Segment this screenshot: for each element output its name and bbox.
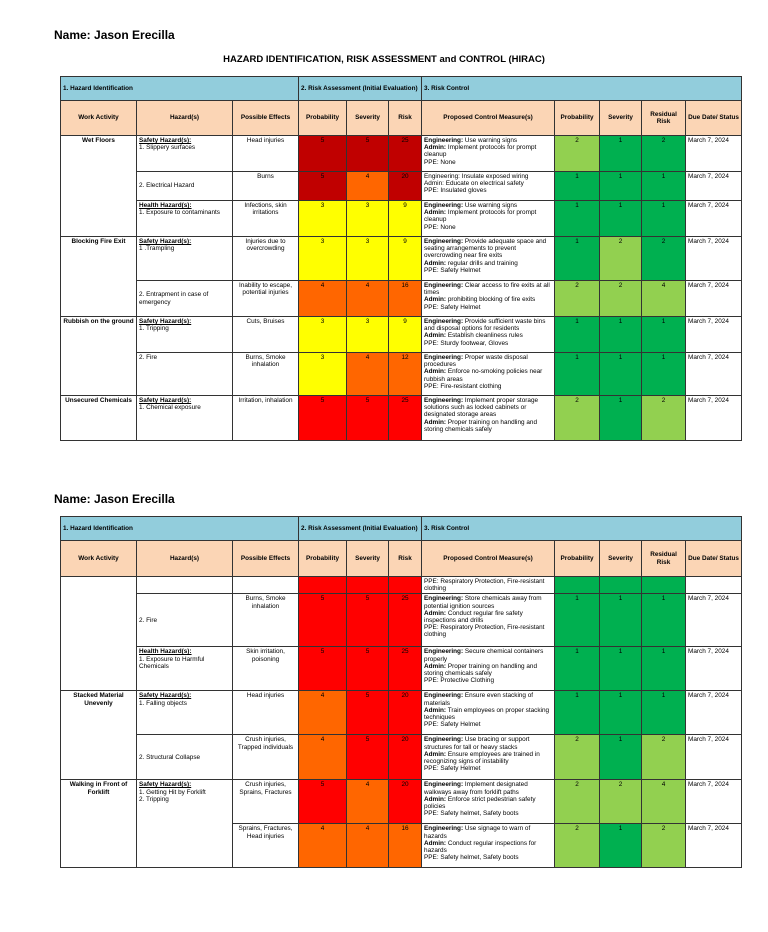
header-residual-risk: Residual Risk bbox=[642, 101, 686, 136]
hazard-cell bbox=[137, 396, 233, 441]
severity-cell: 4 bbox=[347, 172, 389, 201]
engineering-text: Implement designated walkways away from forklift paths bbox=[424, 781, 528, 796]
header-residual-severity: Severity bbox=[600, 541, 642, 577]
probability-cell: 5 bbox=[299, 136, 347, 172]
hazard-category-label: Health Hazard(s): bbox=[139, 648, 192, 656]
section-risk-assessment: 2. Risk Assessment (Initial Evaluation) bbox=[299, 77, 422, 101]
ppe-text: PPE: None bbox=[424, 223, 456, 231]
column-header-row bbox=[61, 541, 742, 577]
probability-cell: 3 bbox=[299, 317, 347, 353]
risk-cell: 25 bbox=[389, 396, 422, 441]
severity-cell: 5 bbox=[347, 594, 389, 647]
residual-probability-cell: 2 bbox=[555, 136, 600, 172]
hazard-item: 2. Electrical Hazard bbox=[139, 182, 195, 190]
admin-text: Conduct regular fire safety inspections and drills bbox=[424, 609, 523, 624]
residual-severity-cell: 1 bbox=[600, 396, 642, 441]
due-date-cell: March 7, 2024 bbox=[686, 594, 742, 647]
engineering-label: Engineering: bbox=[424, 202, 464, 209]
risk-cell: 20 bbox=[389, 172, 422, 201]
header-proposed-control: Proposed Control Measure(s) bbox=[422, 541, 555, 577]
risk-cell: 20 bbox=[389, 735, 422, 780]
control-measure-cell bbox=[422, 172, 555, 201]
control-measure-cell bbox=[422, 201, 555, 237]
due-date-cell: March 7, 2024 bbox=[686, 824, 742, 868]
table-row bbox=[61, 780, 742, 824]
due-date-cell: March 7, 2024 bbox=[686, 691, 742, 735]
header-residual-probability: Probability bbox=[555, 101, 600, 136]
possible-effects-cell: Crush injuries, Trapped individuals bbox=[233, 735, 299, 780]
engineering-label: Engineering: bbox=[424, 825, 464, 833]
probability-cell: 5 bbox=[299, 594, 347, 647]
residual-probability-cell: 1 bbox=[555, 691, 600, 735]
hazard-item: 2. Entrapment in case of emergency bbox=[139, 291, 209, 306]
residual-severity-cell: 1 bbox=[600, 594, 642, 647]
section-hazard-identification: 1. Hazard Identification bbox=[61, 77, 299, 101]
hazard-item: 2. Structural Collapse bbox=[139, 753, 201, 761]
control-measure-cell: PPE: Respiratory Protection, Fire-resistant clothing bbox=[422, 577, 555, 594]
column-header-row bbox=[61, 101, 742, 136]
probability-cell: 5 bbox=[299, 647, 347, 691]
admin-text: Proper training on handling and storing chemicals safely bbox=[424, 418, 538, 433]
residual-risk-cell bbox=[642, 577, 686, 594]
due-date-cell: March 7, 2024 bbox=[686, 201, 742, 237]
control-measure-cell bbox=[422, 317, 555, 353]
severity-cell bbox=[347, 577, 389, 594]
due-date-cell: March 7, 2024 bbox=[686, 780, 742, 824]
possible-effects-cell: Inability to escape, potential injuries bbox=[233, 281, 299, 317]
table-row bbox=[61, 281, 742, 317]
control-measure-cell bbox=[422, 691, 555, 735]
section-hazard-identification: 1. Hazard Identification bbox=[61, 517, 299, 541]
hazard-cell bbox=[137, 172, 233, 201]
probability-cell: 3 bbox=[299, 201, 347, 237]
hazard-cell bbox=[137, 647, 233, 691]
possible-effects-cell: Head injuries bbox=[233, 136, 299, 172]
residual-risk-cell: 1 bbox=[642, 647, 686, 691]
table-row bbox=[61, 735, 742, 780]
admin-label: Admin: bbox=[424, 209, 447, 217]
possible-effects-cell: Irritation, inhalation bbox=[233, 396, 299, 441]
hazard-cell bbox=[137, 237, 233, 281]
hirac-table-page-1 bbox=[60, 76, 742, 441]
hazard-category-label: Safety Hazard(s): bbox=[139, 238, 192, 245]
engineering-text: Proper waste disposal procedures bbox=[424, 354, 528, 369]
risk-cell: 9 bbox=[389, 201, 422, 237]
table-row bbox=[61, 201, 742, 237]
admin-label: Admin: bbox=[424, 144, 447, 152]
hazard-cell bbox=[137, 136, 233, 172]
possible-effects-cell: Burns, Smoke inhalation bbox=[233, 353, 299, 396]
risk-cell: 25 bbox=[389, 136, 422, 172]
residual-severity-cell: 1 bbox=[600, 172, 642, 201]
hazard-category-label: Safety Hazard(s): bbox=[139, 692, 192, 700]
hazard-cell bbox=[137, 577, 233, 594]
residual-risk-cell: 1 bbox=[642, 594, 686, 647]
control-measure-cell bbox=[422, 136, 555, 172]
residual-probability-cell: 1 bbox=[555, 317, 600, 353]
residual-probability-cell: 1 bbox=[555, 237, 600, 281]
residual-severity-cell: 1 bbox=[600, 353, 642, 396]
admin-text: Admin: Educate on electrical safety bbox=[424, 180, 524, 188]
work-activity-cell: Walking in Front of Forklift bbox=[61, 780, 137, 868]
residual-severity-cell: 1 bbox=[600, 201, 642, 237]
engineering-text: Use bracing or support structures for tall or heavy stacks bbox=[424, 736, 530, 751]
engineering-label: Engineering: bbox=[424, 648, 464, 656]
hirac-table-page-2 bbox=[60, 516, 742, 868]
due-date-cell: March 7, 2024 bbox=[686, 735, 742, 780]
possible-effects-cell: Infections, skin irritations bbox=[233, 201, 299, 237]
residual-severity-cell: 1 bbox=[600, 647, 642, 691]
engineering-label: Engineering: bbox=[424, 397, 464, 404]
ppe-text: PPE: Safety helmet, Safety boots bbox=[424, 810, 519, 818]
engineering-text: Provide adequate space and seating arrangements to prevent overcrowding near fire exits bbox=[424, 238, 547, 260]
control-measure-cell bbox=[422, 237, 555, 281]
hazard-item: 2. Tripping bbox=[139, 795, 169, 803]
severity-cell: 4 bbox=[347, 353, 389, 396]
admin-text: Enforce strict pedestrian safety policies bbox=[424, 795, 536, 810]
risk-cell: 16 bbox=[389, 824, 422, 868]
admin-label: Admin: bbox=[424, 296, 447, 304]
hazard-category-label: Safety Hazard(s): bbox=[139, 137, 192, 144]
header-residual-risk: Residual Risk bbox=[642, 541, 686, 577]
control-measure-cell bbox=[422, 281, 555, 317]
residual-risk-cell: 1 bbox=[642, 172, 686, 201]
residual-risk-cell: 2 bbox=[642, 824, 686, 868]
hazard-category-label: Safety Hazard(s): bbox=[139, 397, 192, 404]
hazard-item: 2. Fire bbox=[139, 354, 158, 361]
hazard-item: 1. Exposure to Harmful Chemicals bbox=[139, 655, 205, 670]
due-date-cell: March 7, 2024 bbox=[686, 237, 742, 281]
ppe-text: PPE: Insulated gloves bbox=[424, 187, 487, 195]
engineering-text: Ensure even stacking of materials bbox=[424, 692, 534, 707]
ppe-text: PPE: Safety Helmet bbox=[424, 765, 481, 773]
risk-cell: 16 bbox=[389, 281, 422, 317]
work-activity-cell: Unsecured Chemicals bbox=[61, 396, 137, 441]
ppe-text: PPE: None bbox=[424, 158, 456, 166]
possible-effects-cell: Burns bbox=[233, 172, 299, 201]
ppe-text: PPE: Safety helmet, Safety boots bbox=[424, 854, 519, 862]
admin-label: Admin: bbox=[424, 795, 447, 803]
residual-risk-cell: 1 bbox=[642, 317, 686, 353]
engineering-label: Engineering: bbox=[424, 354, 464, 361]
risk-cell: 20 bbox=[389, 780, 422, 824]
engineering-text: Use warning signs bbox=[464, 202, 518, 209]
admin-text: Establish cleanliness rules bbox=[447, 332, 523, 340]
probability-cell: 5 bbox=[299, 396, 347, 441]
severity-cell: 5 bbox=[347, 396, 389, 441]
table-row bbox=[61, 396, 742, 441]
admin-text: Implement protocols for prompt cleanup bbox=[424, 144, 537, 159]
severity-cell: 4 bbox=[347, 824, 389, 868]
risk-cell: 9 bbox=[389, 237, 422, 281]
section-risk-assessment: 2. Risk Assessment (Initial Evaluation) bbox=[299, 517, 422, 541]
table-row bbox=[61, 172, 742, 201]
hazard-item: 1. Tripping bbox=[139, 325, 169, 333]
residual-severity-cell: 1 bbox=[600, 735, 642, 780]
engineering-text: Use signage to warn of hazards bbox=[424, 825, 531, 840]
admin-text: regular drills and training bbox=[447, 259, 518, 267]
admin-label: Admin: bbox=[424, 368, 447, 376]
residual-probability-cell: 2 bbox=[555, 396, 600, 441]
header-severity: Severity bbox=[347, 101, 389, 136]
severity-cell: 5 bbox=[347, 136, 389, 172]
work-activity-cell: Blocking Fire Exit bbox=[61, 237, 137, 317]
probability-cell: 4 bbox=[299, 824, 347, 868]
possible-effects-cell: Sprains, Fractures, Head injuries bbox=[233, 824, 299, 868]
table-row bbox=[61, 237, 742, 281]
admin-text: Train employees on proper stacking techniques bbox=[424, 706, 550, 721]
residual-probability-cell: 1 bbox=[555, 172, 600, 201]
residual-risk-cell: 4 bbox=[642, 780, 686, 824]
ppe-text: PPE: Safety Helmet bbox=[424, 266, 481, 274]
control-measure-cell bbox=[422, 735, 555, 780]
residual-risk-cell: 4 bbox=[642, 281, 686, 317]
hazard-item: 1. Slippery surfaces bbox=[139, 144, 196, 152]
risk-cell: 12 bbox=[389, 353, 422, 396]
possible-effects-cell bbox=[233, 577, 299, 594]
admin-label: Admin: bbox=[424, 750, 447, 758]
table-row bbox=[61, 353, 742, 396]
header-possible-effects: Possible Effects bbox=[233, 541, 299, 577]
probability-cell: 5 bbox=[299, 780, 347, 824]
due-date-cell: March 7, 2024 bbox=[686, 281, 742, 317]
hazard-cell bbox=[137, 353, 233, 396]
control-measure-cell bbox=[422, 353, 555, 396]
severity-cell: 4 bbox=[347, 780, 389, 824]
engineering-label: Engineering: bbox=[424, 282, 464, 289]
hazard-category-label: Health Hazard(s): bbox=[139, 202, 192, 209]
header-due-date: Due Date/ Status bbox=[686, 541, 742, 577]
header-risk: Risk bbox=[389, 541, 422, 577]
severity-cell: 5 bbox=[347, 691, 389, 735]
table-row bbox=[61, 136, 742, 172]
due-date-cell: March 7, 2024 bbox=[686, 136, 742, 172]
hazard-cell bbox=[137, 317, 233, 353]
possible-effects-cell: Burns, Smoke inhalation bbox=[233, 594, 299, 647]
hazard-cell bbox=[137, 281, 233, 317]
hazard-item: 2. Fire bbox=[139, 616, 158, 624]
table-row bbox=[61, 647, 742, 691]
residual-probability-cell: 1 bbox=[555, 353, 600, 396]
header-due-date: Due Date/ Status bbox=[686, 101, 742, 136]
hazard-cell bbox=[137, 201, 233, 237]
admin-text: Ensure employees are trained in recognizing signs of instability bbox=[424, 750, 540, 765]
work-activity-cell bbox=[61, 577, 137, 691]
header-residual-severity: Severity bbox=[600, 101, 642, 136]
residual-risk-cell: 2 bbox=[642, 136, 686, 172]
hazard-item: 1 .Trampling bbox=[139, 245, 175, 253]
hazard-cell bbox=[137, 735, 233, 780]
engineering-text: Clear access to fire exits at all times bbox=[424, 282, 550, 297]
header-probability: Probability bbox=[299, 101, 347, 136]
risk-cell: 25 bbox=[389, 647, 422, 691]
engineering-text: Provide sufficient waste bins and disposal options for residents bbox=[424, 318, 546, 333]
table-row bbox=[61, 577, 742, 594]
work-activity-cell: Stacked Material Unevenly bbox=[61, 691, 137, 780]
hazard-category-label: Safety Hazard(s): bbox=[139, 318, 192, 325]
engineering-label: Engineering: bbox=[424, 781, 464, 789]
engineering-label: Engineering: bbox=[424, 318, 464, 325]
hazard-item: 1. Exposure to contaminants bbox=[139, 209, 220, 217]
residual-risk-cell: 1 bbox=[642, 353, 686, 396]
probability-cell: 4 bbox=[299, 281, 347, 317]
risk-cell: 20 bbox=[389, 691, 422, 735]
probability-cell: 3 bbox=[299, 237, 347, 281]
work-activity-cell: Rubbish on the ground bbox=[61, 317, 137, 396]
residual-severity-cell: 2 bbox=[600, 281, 642, 317]
header-probability: Probability bbox=[299, 541, 347, 577]
header-possible-effects: Possible Effects bbox=[233, 101, 299, 136]
table-row bbox=[61, 317, 742, 353]
header-risk: Risk bbox=[389, 101, 422, 136]
engineering-label: Engineering: bbox=[424, 137, 464, 144]
admin-label: Admin: bbox=[424, 418, 447, 426]
residual-probability-cell: 2 bbox=[555, 735, 600, 780]
residual-probability-cell: 2 bbox=[555, 824, 600, 868]
due-date-cell: March 7, 2024 bbox=[686, 172, 742, 201]
header-hazards: Hazard(s) bbox=[137, 541, 233, 577]
ppe-text: PPE: Safety Helmet bbox=[424, 721, 481, 729]
hazard-cell bbox=[137, 780, 233, 868]
residual-severity-cell: 1 bbox=[600, 136, 642, 172]
hazard-cell bbox=[137, 594, 233, 647]
control-measure-cell bbox=[422, 594, 555, 647]
risk-cell bbox=[389, 577, 422, 594]
engineering-text: Store chemicals away from potential ignition sources bbox=[424, 595, 542, 610]
possible-effects-cell: Cuts, Bruises bbox=[233, 317, 299, 353]
hazard-cell bbox=[137, 691, 233, 735]
header-proposed-control: Proposed Control Measure(s) bbox=[422, 101, 555, 136]
severity-cell: 4 bbox=[347, 281, 389, 317]
residual-probability-cell: 1 bbox=[555, 201, 600, 237]
engineering-text: Engineering: Insulate exposed wiring bbox=[424, 173, 529, 180]
severity-cell: 3 bbox=[347, 201, 389, 237]
engineering-text: Use warning signs bbox=[464, 137, 518, 144]
probability-cell: 4 bbox=[299, 735, 347, 780]
admin-text: Conduct regular inspections for hazards bbox=[424, 839, 537, 854]
residual-risk-cell: 1 bbox=[642, 691, 686, 735]
header-severity: Severity bbox=[347, 541, 389, 577]
admin-label: Admin: bbox=[424, 839, 447, 847]
table-row bbox=[61, 594, 742, 647]
control-measure-cell bbox=[422, 780, 555, 824]
due-date-cell: March 7, 2024 bbox=[686, 647, 742, 691]
residual-risk-cell: 2 bbox=[642, 735, 686, 780]
engineering-label: Engineering: bbox=[424, 692, 464, 700]
engineering-label: Engineering: bbox=[424, 238, 464, 245]
residual-probability-cell: 2 bbox=[555, 780, 600, 824]
residual-severity-cell: 1 bbox=[600, 317, 642, 353]
residual-risk-cell: 2 bbox=[642, 396, 686, 441]
control-measure-cell bbox=[422, 396, 555, 441]
admin-text: Proper training on handling and storing chemicals safely bbox=[424, 662, 538, 677]
severity-cell: 5 bbox=[347, 735, 389, 780]
hazard-item: 1. Chemical exposure bbox=[139, 404, 201, 412]
hazard-item: 1. Falling objects bbox=[139, 699, 187, 707]
admin-label: Admin: bbox=[424, 332, 447, 340]
engineering-text: Implement proper storage solutions such as locked cabinets or designated storage areas bbox=[424, 397, 539, 419]
severity-cell: 3 bbox=[347, 237, 389, 281]
possible-effects-cell: Injuries due to overcrowding bbox=[233, 237, 299, 281]
probability-cell: 5 bbox=[299, 172, 347, 201]
possible-effects-cell: Crush injuries, Sprains, Fractures bbox=[233, 780, 299, 824]
residual-probability-cell: 1 bbox=[555, 647, 600, 691]
hazard-item: 1. Getting Hit by Forklift bbox=[139, 788, 206, 796]
student-name: Name: Jason Erecilla bbox=[54, 28, 175, 42]
admin-label: Admin: bbox=[424, 609, 447, 617]
probability-cell: 4 bbox=[299, 691, 347, 735]
due-date-cell: March 7, 2024 bbox=[686, 317, 742, 353]
header-residual-probability: Probability bbox=[555, 541, 600, 577]
severity-cell: 5 bbox=[347, 647, 389, 691]
admin-text: prohibiting blocking of fire exits bbox=[447, 296, 536, 304]
residual-severity-cell: 1 bbox=[600, 691, 642, 735]
residual-risk-cell: 2 bbox=[642, 237, 686, 281]
table-row bbox=[61, 691, 742, 735]
section-risk-control: 3. Risk Control bbox=[422, 517, 742, 541]
control-measure-cell bbox=[422, 647, 555, 691]
ppe-text: PPE: Safety Helmet bbox=[424, 303, 481, 311]
due-date-cell: March 7, 2024 bbox=[686, 396, 742, 441]
ppe-text: PPE: Respiratory Protection, Fire-resistant clothing bbox=[424, 624, 545, 639]
ppe-text: PPE: Protective Clothing bbox=[424, 677, 495, 685]
admin-label: Admin: bbox=[424, 662, 447, 670]
engineering-label: Engineering: bbox=[424, 736, 464, 744]
ppe-text: PPE: Fire-resistant clothing bbox=[424, 382, 502, 390]
residual-probability-cell bbox=[555, 577, 600, 594]
student-name: Name: Jason Erecilla bbox=[54, 492, 175, 506]
admin-label: Admin: bbox=[424, 259, 447, 267]
residual-probability-cell: 1 bbox=[555, 594, 600, 647]
residual-severity-cell bbox=[600, 577, 642, 594]
possible-effects-cell: Skin irritation, poisoning bbox=[233, 647, 299, 691]
engineering-label: Engineering: bbox=[424, 595, 464, 603]
admin-label: Admin: bbox=[424, 706, 447, 714]
hazard-category-label: Safety Hazard(s): bbox=[139, 781, 192, 789]
engineering-text: Secure chemical containers properly bbox=[424, 648, 544, 663]
residual-severity-cell: 1 bbox=[600, 824, 642, 868]
work-activity-cell: Wet Floors bbox=[61, 136, 137, 237]
residual-severity-cell: 2 bbox=[600, 237, 642, 281]
residual-severity-cell: 2 bbox=[600, 780, 642, 824]
probability-cell: 3 bbox=[299, 353, 347, 396]
section-header-row bbox=[61, 77, 742, 101]
control-measure-cell bbox=[422, 824, 555, 868]
residual-probability-cell: 2 bbox=[555, 281, 600, 317]
possible-effects-cell: Head injuries bbox=[233, 691, 299, 735]
admin-text: Implement protocols for prompt cleanup bbox=[424, 209, 537, 224]
due-date-cell bbox=[686, 577, 742, 594]
section-header-row bbox=[61, 517, 742, 541]
residual-risk-cell: 1 bbox=[642, 201, 686, 237]
header-work-activity: Work Activity bbox=[61, 101, 137, 136]
risk-cell: 9 bbox=[389, 317, 422, 353]
probability-cell bbox=[299, 577, 347, 594]
header-work-activity: Work Activity bbox=[61, 541, 137, 577]
document-title: HAZARD IDENTIFICATION, RISK ASSESSMENT and CONTROL (HIRAC) bbox=[223, 54, 545, 65]
due-date-cell: March 7, 2024 bbox=[686, 353, 742, 396]
admin-text: Enforce no-smoking policies near rubbish areas bbox=[424, 368, 543, 383]
ppe-text: PPE: Sturdy footwear, Gloves bbox=[424, 339, 509, 347]
header-hazards: Hazard(s) bbox=[137, 101, 233, 136]
risk-cell: 25 bbox=[389, 594, 422, 647]
section-risk-control: 3. Risk Control bbox=[422, 77, 742, 101]
severity-cell: 3 bbox=[347, 317, 389, 353]
